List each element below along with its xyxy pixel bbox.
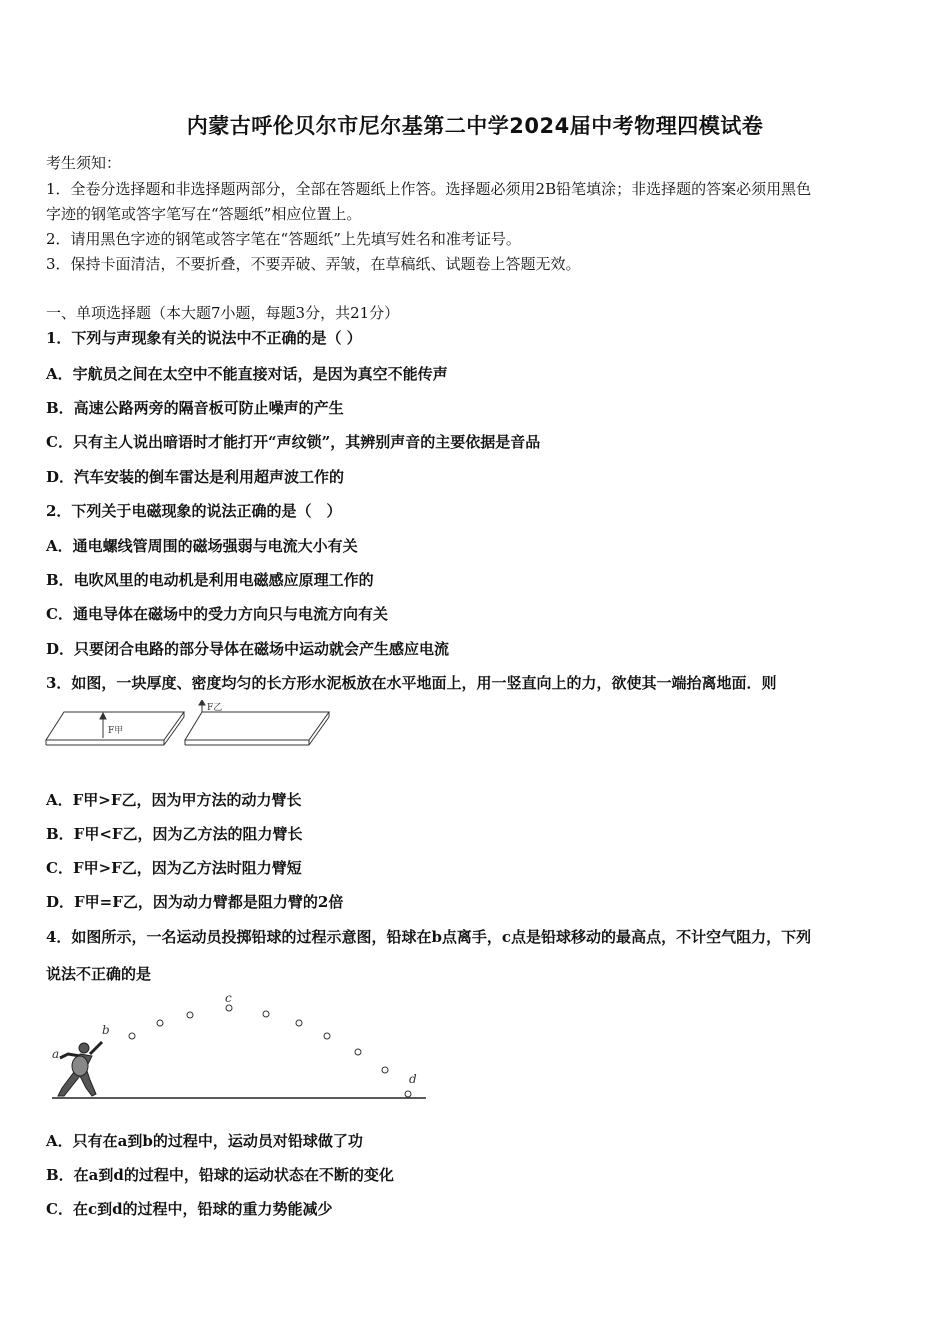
shot-put-figure [46,988,431,1103]
athlete-figure [58,1042,102,1096]
question-4-stem-continued: 说法不正确的是 [46,965,152,983]
question-3-option-d: D．F甲=F乙，因为动力臂都是阻力臂的2倍 [46,893,344,911]
force-label-yi: F乙 [207,703,223,713]
notice-item: 3．保持卡面清洁，不要折叠，不要弄破、弄皱，在草稿纸、试题卷上答题无效。 [46,255,581,273]
question-4-option-b: B．在a到d的过程中，铅球的运动状态在不断的变化 [46,1166,394,1184]
question-1-option-d: D．汽车安装的倒车雷达是利用超声波工作的 [46,468,345,486]
force-label-jia: F甲 [108,726,124,736]
question-1-option-a: A．宇航员之间在太空中不能直接对话，是因为真空不能传声 [46,365,448,383]
notice-heading: 考生须知： [46,154,122,172]
question-3-option-b: B．F甲<F乙，因为乙方法的阻力臂长 [46,825,303,843]
question-2-option-b: B．电吹风里的电动机是利用电磁感应原理工作的 [46,571,374,589]
point-label-a: a [52,1047,60,1061]
notice-item: 字迹的钢笔或答字笔写在“答题纸”相应位置上。 [46,205,362,223]
question-2-stem: 2．下列关于电磁现象的说法正确的是（ ） [46,502,342,520]
trajectory-points [129,1005,411,1097]
slab-lever-figure [44,700,334,752]
question-1-option-b: B．高速公路两旁的隔音板可防止噪声的产生 [46,399,344,417]
question-2-option-d: D．只要闭合电路的部分导体在磁场中运动就会产生感应电流 [46,640,450,658]
question-2-option-c: C．通电导体在磁场中的受力方向只与电流方向有关 [46,605,388,623]
question-3-option-a: A．F甲>F乙，因为甲方法的动力臂长 [46,791,302,809]
question-1-stem: 1．下列与声现象有关的说法中不正确的是（ ） [46,329,362,347]
point-label-d: d [409,1072,417,1086]
slab-yi [185,712,329,740]
notice-item: 1．全卷分选择题和非选择题两部分，全部在答题纸上作答。选择题必须用2B铅笔填涂；非选择题的答案必须用黑色 [46,180,812,198]
question-4-option-c: C．在c到d的过程中，铅球的重力势能减少 [46,1200,333,1218]
section-heading: 一、单项选择题（本大题7小题，每题3分，共21分） [46,304,400,322]
question-1-option-c: C．只有主人说出暗语时才能打开“声纹锁”，其辨别声音的主要依据是音品 [46,433,541,451]
point-label-b: b [102,1023,110,1037]
question-3-stem: 3．如图，一块厚度、密度均匀的长方形水泥板放在水平地面上，用一竖直向上的力，欲使其一端抬离地面．则 [46,674,777,692]
question-4-stem: 4．如图所示，一名运动员投掷铅球的过程示意图，铅球在b点离手，c点是铅球移动的最高点，不计空气阻力，下列 [46,928,812,946]
question-4-option-a: A．只有在a到b的过程中，运动员对铅球做了功 [46,1132,363,1150]
question-2-option-a: A．通电螺线管周围的磁场强弱与电流大小有关 [46,537,358,555]
notice-item: 2．请用黑色字迹的钢笔或答字笔在“答题纸”上先填写姓名和准考证号。 [46,230,521,248]
page-title: 内蒙古呼伦贝尔市尼尔基第二中学2024届中考物理四模试卷 [186,114,764,138]
point-label-c: c [225,991,232,1005]
question-3-option-c: C．F甲>F乙，因为乙方法时阻力臂短 [46,859,302,877]
